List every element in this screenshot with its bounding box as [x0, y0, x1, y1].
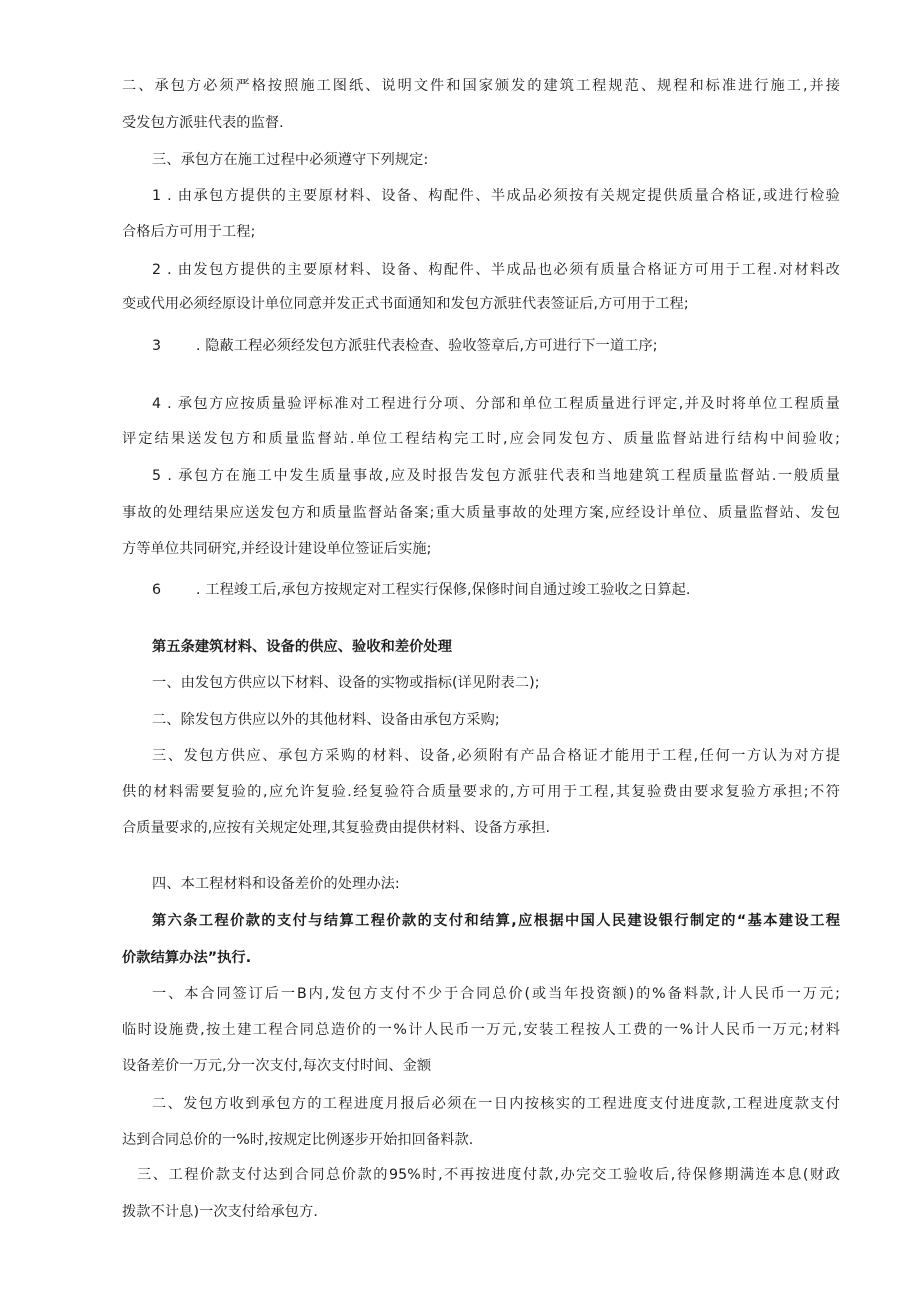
rule-3-number: 3	[152, 338, 162, 354]
rule-5-line3: 方等单位共同研究,并经设计建设单位签证后实施;	[122, 541, 432, 557]
rule-5-number: 5	[152, 468, 162, 484]
rule-6-line1	[152, 580, 691, 600]
rule-2-line2: 变或代用必须经原设计单位同意并发正式书面通知和发包方派驻代表签证后,方可用于工程;	[122, 296, 689, 312]
clause4-item2-line2: 受发包方派驻代表的监督.	[122, 115, 284, 131]
clause5-p2: 二、除发包方供应以外的其他材料、设备由承包方采购;	[152, 712, 500, 728]
rule-2-text: . 由发包方提供的主要原材料、设备、构配件、半成品也必须有质量合格证方可用于工程.对材料改	[167, 262, 840, 278]
clause4-item3-heading: 三、承包方在施工过程中必须遵守下列规定:	[152, 152, 429, 168]
clause6-p1-line3: 设备差价一万元,分一次支付,每次支付时间、金额	[122, 1058, 432, 1074]
clause6-p3-line2: 拨款不计息)一次支付给承包方.	[122, 1204, 318, 1220]
rule-1-number: 1	[152, 188, 162, 204]
clause5-p3-line1: 三、发包方供应、承包方采购的材料、设备,必须附有产品合格证才能用于工程,任何一方认为对方提	[152, 748, 840, 764]
clause6-p3-line1: 三、工程价款支付达到合同总价款的95%时,不再按进度付款,办完交工验收后,待保修期满连本息(财政	[137, 1167, 840, 1183]
rule-5-text: . 承包方在施工中发生质量事故,应及时报告发包方派驻代表和当地建筑工程质量监督站.一般质量	[167, 468, 840, 484]
rule-4-text: . 承包方应按质量验评标准对工程进行分项、分部和单位工程质量进行评定,并及时将单位工程质量	[167, 396, 840, 412]
rule-6-text: . 工程竣工后,承包方按规定对工程实行保修,保修时间自通过竣工验收之日算起.	[196, 582, 691, 598]
clause5-title: 第五条建筑材料、设备的供应、验收和差价处理	[152, 639, 453, 655]
clause6-p2-line2: 达到合同总价的一%时,按规定比例逐步开始扣回备料款.	[122, 1132, 474, 1148]
rule-1-text: . 由承包方提供的主要原材料、设备、构配件、半成品必须按有关规定提供质量合格证,或进行检验	[167, 188, 840, 204]
rule-5-line1	[152, 466, 840, 486]
clause6-p1-line2: 临时设施费,按土建工程合同总造价的一%计人民币一万元,安装工程按人工费的一%计人民币一万元;材料	[122, 1022, 840, 1038]
clause5-p4: 四、本工程材料和设备差价的处理办法:	[152, 876, 400, 892]
rule-4-line2: 评定结果送发包方和质量监督站.单位工程结构完工时,应会同发包方、质量监督站进行结构中间验收;	[122, 431, 840, 447]
clause5-p1: 一、由发包方供应以下材料、设备的实物或指标(详见附表二);	[152, 675, 540, 691]
rule-1-line2: 合格后方可用于工程;	[122, 224, 256, 240]
rule-5-line2: 事故的处理结果应送发包方和质量监督站备案;重大质量事故的处理方案,应经设计单位、质量监督站、发包	[122, 505, 840, 521]
clause6-title-line1: 第六条工程价款的支付与结算工程价款的支付和结算,应根据中国人民建设银行制定的“基本建设工程	[152, 913, 840, 929]
clause6-p1-line1: 一、本合同签订后一B内,发包方支付不少于合同总价(或当年投资额)的%备料款,计人民币一万元;	[152, 986, 840, 1002]
clause6-title-line2: 价款结算办法”执行.	[122, 950, 252, 966]
rule-4-number: 4	[152, 396, 162, 412]
rule-1-line1	[152, 186, 840, 206]
rule-3-text: . 隐蔽工程必须经发包方派驻代表检查、验收签章后,方可进行下一道工序;	[196, 338, 658, 354]
rule-6-number: 6	[152, 582, 162, 598]
clause6-p2-line1: 二、发包方收到承包方的工程进度月报后必须在一日内按核实的工程进度支付进度款,工程进度款支付	[152, 1096, 840, 1112]
rule-3-line1	[152, 336, 658, 356]
clause4-item2-line1: 二、承包方必须严格按照施工图纸、说明文件和国家颁发的建筑工程规范、规程和标准进行施工,并接	[122, 78, 840, 94]
clause5-p3-line3: 合质量要求的,应按有关规定处理,其复验费由提供材料、设备方承担.	[122, 820, 551, 836]
rule-4-line1	[152, 394, 840, 414]
rule-2-number: 2	[152, 262, 162, 278]
clause5-p3-line2: 供的材料需要复验的,应允许复验.经复验符合质量要求的,方可用于工程,其复验费由要求复验方承担;不符	[122, 784, 840, 800]
rule-2-line1	[152, 260, 840, 280]
